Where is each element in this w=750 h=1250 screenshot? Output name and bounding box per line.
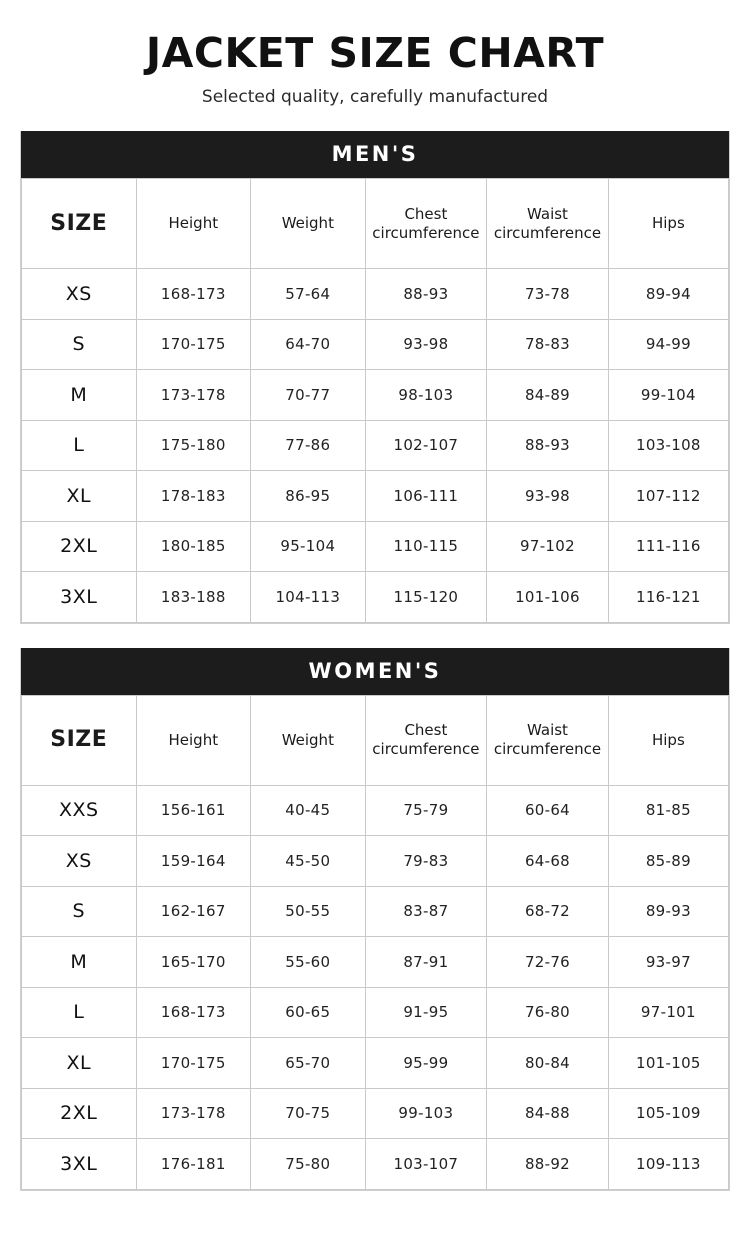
cell-size: 2XL <box>22 521 137 572</box>
cell-height: 159-164 <box>136 836 251 887</box>
table-header-row <box>22 695 729 785</box>
column-header-waist-line2: circumference <box>493 740 602 759</box>
cell-waist: 84-89 <box>487 370 609 421</box>
cell-size: L <box>22 420 137 471</box>
cell-chest: 93-98 <box>365 319 487 370</box>
cell-size: 3XL <box>22 1139 137 1190</box>
cell-weight: 77-86 <box>251 420 366 471</box>
cell-hips: 93-97 <box>608 937 728 988</box>
cell-height: 178-183 <box>136 471 251 522</box>
cell-weight: 60-65 <box>251 987 366 1038</box>
column-header-weight: Weight <box>251 179 366 269</box>
mens-size-table-block <box>20 131 730 624</box>
column-header-waist <box>487 179 609 269</box>
cell-chest: 91-95 <box>365 987 487 1038</box>
cell-chest: 83-87 <box>365 886 487 937</box>
cell-height: 170-175 <box>136 319 251 370</box>
mens-table-head <box>22 179 729 269</box>
column-header-chest <box>365 695 487 785</box>
cell-weight: 70-75 <box>251 1088 366 1139</box>
womens-section-header: WOMEN'S <box>21 648 729 695</box>
womens-table-body <box>22 785 729 1189</box>
cell-waist: 76-80 <box>487 987 609 1038</box>
cell-size: 3XL <box>22 572 137 623</box>
table-row <box>22 1139 729 1190</box>
cell-waist: 97-102 <box>487 521 609 572</box>
column-header-size: SIZE <box>22 179 137 269</box>
cell-weight: 64-70 <box>251 319 366 370</box>
cell-height: 165-170 <box>136 937 251 988</box>
column-header-height: Height <box>136 179 251 269</box>
cell-waist: 93-98 <box>487 471 609 522</box>
cell-chest: 99-103 <box>365 1088 487 1139</box>
cell-weight: 104-113 <box>251 572 366 623</box>
cell-chest: 75-79 <box>365 785 487 836</box>
cell-hips: 103-108 <box>608 420 728 471</box>
cell-waist: 68-72 <box>487 886 609 937</box>
table-row <box>22 785 729 836</box>
cell-weight: 75-80 <box>251 1139 366 1190</box>
column-header-chest-line1: Chest <box>404 204 448 223</box>
womens-size-table <box>21 695 729 1190</box>
cell-height: 156-161 <box>136 785 251 836</box>
cell-chest: 98-103 <box>365 370 487 421</box>
page-title: JACKET SIZE CHART <box>145 29 605 77</box>
cell-hips: 116-121 <box>608 572 728 623</box>
cell-chest: 102-107 <box>365 420 487 471</box>
table-row <box>22 886 729 937</box>
cell-chest: 115-120 <box>365 572 487 623</box>
cell-waist: 88-92 <box>487 1139 609 1190</box>
cell-hips: 85-89 <box>608 836 728 887</box>
womens-size-table-block <box>20 648 730 1191</box>
cell-weight: 45-50 <box>251 836 366 887</box>
cell-hips: 109-113 <box>608 1139 728 1190</box>
cell-weight: 50-55 <box>251 886 366 937</box>
cell-height: 162-167 <box>136 886 251 937</box>
cell-waist: 88-93 <box>487 420 609 471</box>
table-row <box>22 987 729 1038</box>
cell-hips: 97-101 <box>608 987 728 1038</box>
column-header-waist-line2: circumference <box>493 223 602 242</box>
cell-size: S <box>22 319 137 370</box>
table-row <box>22 420 729 471</box>
table-row <box>22 471 729 522</box>
cell-size: XL <box>22 1038 137 1089</box>
cell-weight: 57-64 <box>251 269 366 320</box>
cell-size: M <box>22 370 137 421</box>
cell-size: L <box>22 987 137 1038</box>
mens-size-table <box>21 178 729 623</box>
cell-chest: 110-115 <box>365 521 487 572</box>
column-header-chest-line1: Chest <box>404 721 448 740</box>
cell-size: XS <box>22 269 137 320</box>
cell-waist: 80-84 <box>487 1038 609 1089</box>
bottom-spacer <box>20 1191 730 1197</box>
table-row <box>22 1088 729 1139</box>
womens-table-head <box>22 695 729 785</box>
column-header-chest-line2: circumference <box>372 223 480 242</box>
column-header-waist-line1: Waist <box>527 204 568 223</box>
cell-chest: 88-93 <box>365 269 487 320</box>
column-header-size: SIZE <box>22 695 137 785</box>
cell-chest: 95-99 <box>365 1038 487 1089</box>
cell-height: 176-181 <box>136 1139 251 1190</box>
cell-waist: 60-64 <box>487 785 609 836</box>
cell-weight: 86-95 <box>251 471 366 522</box>
cell-size: XXS <box>22 785 137 836</box>
column-header-hips: Hips <box>608 179 728 269</box>
table-row <box>22 319 729 370</box>
cell-hips: 99-104 <box>608 370 728 421</box>
table-row <box>22 370 729 421</box>
mens-section-header: MEN'S <box>21 131 729 178</box>
table-row <box>22 836 729 887</box>
cell-weight: 40-45 <box>251 785 366 836</box>
cell-waist: 73-78 <box>487 269 609 320</box>
cell-hips: 94-99 <box>608 319 728 370</box>
table-row <box>22 269 729 320</box>
cell-height: 183-188 <box>136 572 251 623</box>
cell-hips: 101-105 <box>608 1038 728 1089</box>
column-header-weight: Weight <box>251 695 366 785</box>
cell-weight: 95-104 <box>251 521 366 572</box>
column-header-chest <box>365 179 487 269</box>
table-row <box>22 937 729 988</box>
cell-height: 173-178 <box>136 1088 251 1139</box>
cell-chest: 103-107 <box>365 1139 487 1190</box>
cell-waist: 78-83 <box>487 319 609 370</box>
cell-size: 2XL <box>22 1088 137 1139</box>
cell-size: XL <box>22 471 137 522</box>
page-subtitle: Selected quality, carefully manufactured <box>201 87 549 108</box>
cell-weight: 55-60 <box>251 937 366 988</box>
cell-chest: 87-91 <box>365 937 487 988</box>
cell-chest: 106-111 <box>365 471 487 522</box>
cell-weight: 70-77 <box>251 370 366 421</box>
cell-size: M <box>22 937 137 988</box>
cell-waist: 84-88 <box>487 1088 609 1139</box>
cell-hips: 81-85 <box>608 785 728 836</box>
cell-hips: 89-94 <box>608 269 728 320</box>
column-header-hips: Hips <box>608 695 728 785</box>
cell-height: 168-173 <box>136 987 251 1038</box>
cell-size: XS <box>22 836 137 887</box>
cell-waist: 101-106 <box>487 572 609 623</box>
cell-hips: 107-112 <box>608 471 728 522</box>
cell-height: 168-173 <box>136 269 251 320</box>
cell-chest: 79-83 <box>365 836 487 887</box>
cell-size: S <box>22 886 137 937</box>
table-row <box>22 1038 729 1089</box>
cell-hips: 105-109 <box>608 1088 728 1139</box>
cell-height: 170-175 <box>136 1038 251 1089</box>
column-header-height: Height <box>136 695 251 785</box>
column-header-chest-line2: circumference <box>372 740 480 759</box>
cell-hips: 111-116 <box>608 521 728 572</box>
table-row <box>22 572 729 623</box>
table-header-row <box>22 179 729 269</box>
column-header-waist-line1: Waist <box>527 721 568 740</box>
cell-height: 173-178 <box>136 370 251 421</box>
cell-hips: 89-93 <box>608 886 728 937</box>
table-row <box>22 521 729 572</box>
mens-table-body <box>22 269 729 623</box>
cell-weight: 65-70 <box>251 1038 366 1089</box>
cell-height: 180-185 <box>136 521 251 572</box>
cell-waist: 64-68 <box>487 836 609 887</box>
column-header-waist <box>487 695 609 785</box>
cell-height: 175-180 <box>136 420 251 471</box>
cell-waist: 72-76 <box>487 937 609 988</box>
